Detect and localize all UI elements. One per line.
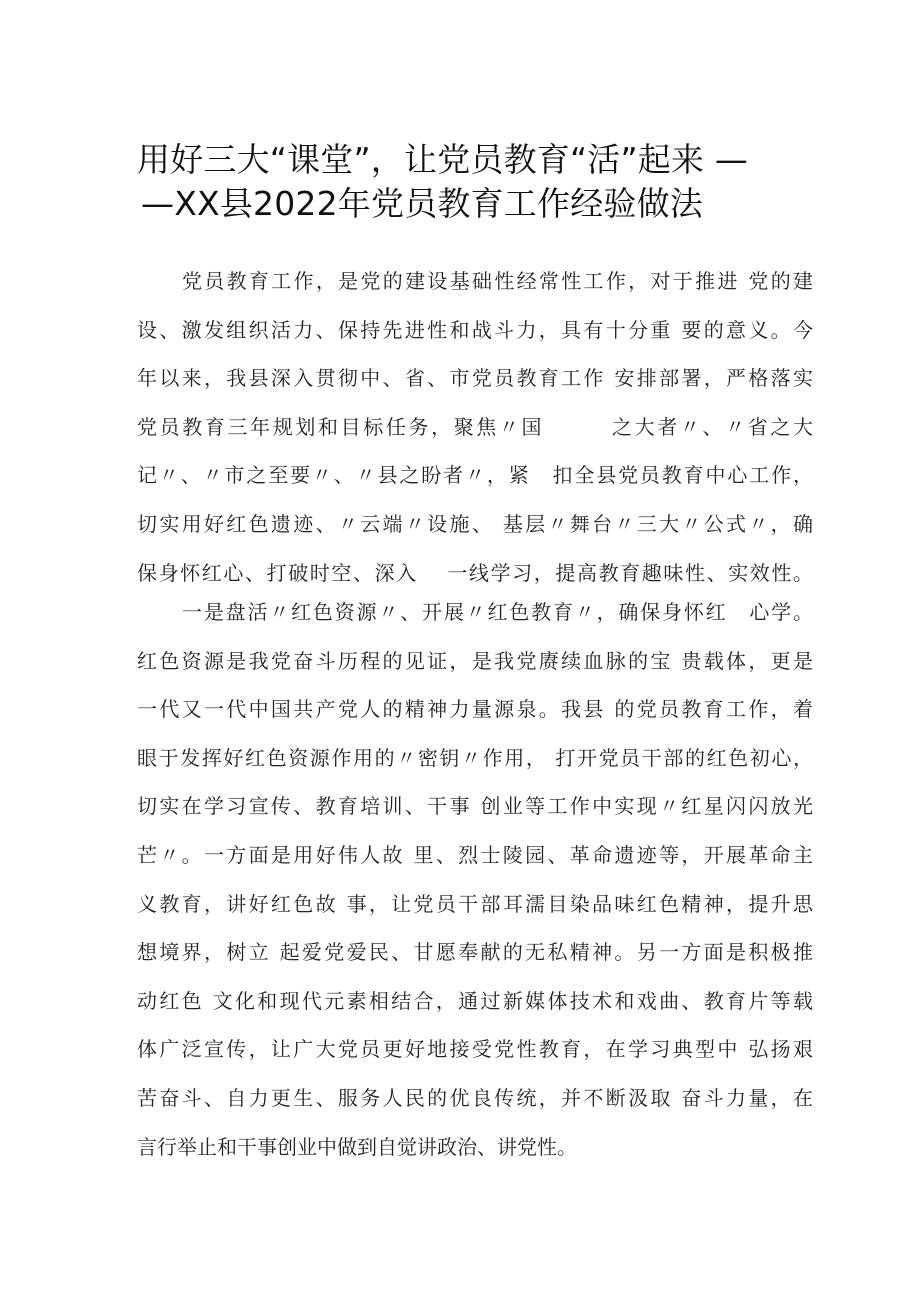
- title-line-1: 用好三大“课堂”，让党员教育“活”起来 —: [137, 140, 749, 179]
- text-line: 义教育，讲好红色故 事，让党员干部耳濡目染品味红色精神，提升思: [137, 891, 813, 916]
- paragraph-red-resources: [137, 588, 813, 1171]
- title-line-2: —XX县2022年党员教育工作经验做法: [141, 184, 703, 223]
- text-line: 芒〃。一方面是用好伟人故 里、烈士陵园、革命遗迹等，开展革命主: [137, 842, 813, 867]
- text-line: 一是盘活〃红色资源〃、开展〃红色教育〃，确保身怀红 心学。: [182, 600, 813, 624]
- text-line: 动红色 文化和现代元素相结合，通过新媒体技术和戏曲、教育片等载: [137, 988, 813, 1013]
- text-line: 红色资源是我党奋斗历程的见证，是我党赓续血脉的宝 贵载体，更是: [137, 648, 813, 673]
- text-line: 切实在学习宣传、教育培训、干事 创业等工作中实现〃红星闪闪放光: [137, 794, 813, 819]
- paragraph-intro: [137, 257, 813, 597]
- text-line: 记〃、〃市之至要〃、〃县之盼者〃，紧 扣全县党员教育中心工作，: [137, 463, 813, 488]
- text-line: 一代又一代中国共产党人的精神力量源泉。我县 的党员教育工作，着: [137, 697, 813, 722]
- text-line: 言行举止和干事创业中做到自觉讲政治、讲党性。: [137, 1134, 577, 1159]
- text-line: 党员教育工作，是党的建设基础性经常性工作，对于推进 党的建: [182, 269, 813, 293]
- text-line: 党员教育三年规划和目标任务，聚焦〃国 之大者〃、〃省之大: [137, 414, 813, 439]
- text-line: 想境界，树立 起爱党爱民、甘愿奉献的无私精神。另一方面是积极推: [137, 940, 813, 965]
- text-line: 保身怀红心、打破时空、深入 一线学习，提高教育趣味性、实效性。: [137, 560, 813, 585]
- document-title: [137, 138, 827, 226]
- text-line: 设、激发组织活力、保持先进性和战斗力，具有十分重 要的意义。今: [137, 317, 813, 342]
- text-line: 切实用好红色遗迹、〃云端〃设施、 基层〃舞台〃三大〃公式〃，确: [137, 511, 813, 536]
- text-line: 体广泛宣传，让广大党员更好地接受党性教育，在学习典型中 弘扬艰: [137, 1037, 813, 1062]
- text-line: 苦奋斗、自力更生、服务人民的优良传统，并不断汲取 奋斗力量，在: [137, 1085, 813, 1110]
- text-line: 眼于发挥好红色资源作用的〃密钥〃作用， 打开党员干部的红色初心，: [137, 745, 813, 770]
- text-line: 年以来，我县深入贯彻中、省、市党员教育工作 安排部署，严格落实: [137, 366, 813, 391]
